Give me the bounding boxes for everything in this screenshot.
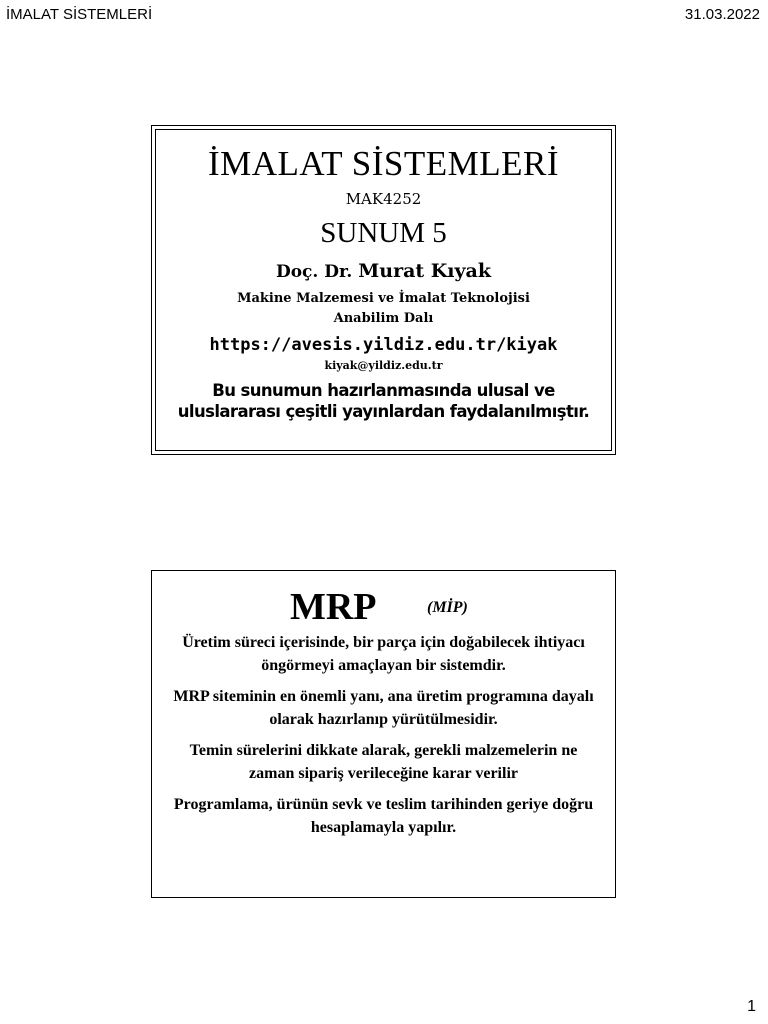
course-code: MAK4252 <box>345 190 422 208</box>
page-header-title: İMALAT SİSTEMLERİ <box>6 6 153 23</box>
department-line-2: Anabilim Dalı <box>333 311 434 326</box>
slide-1 <box>151 125 616 455</box>
department-line-1: Makine Malzemesi ve İmalat Teknolojisi <box>237 291 530 306</box>
paragraph-3: Temin sürelerini dikkate alarak, gerekli malzemelerin ne zaman sipariş verileceğine karar verilir <box>189 742 578 782</box>
page-number: 1 <box>747 998 756 1015</box>
author-url: https://avesis.yildiz.edu.tr/kiyak <box>209 335 558 355</box>
paragraph-4: Programlama, ürünün sevk ve teslim tarihinden geriye doğru hesaplamayla yapılır. <box>173 796 594 836</box>
department <box>156 289 611 329</box>
source-note <box>156 380 611 422</box>
slide-2 <box>151 570 616 898</box>
page-header-date: 31.03.2022 <box>684 6 760 23</box>
slide-1-frame <box>155 129 612 451</box>
author <box>156 260 611 282</box>
source-note-line-2: uluslararası çeşitli yayınlardan faydalanılmıştır. <box>177 402 590 421</box>
paragraph-1: Üretim süreci içerisinde, bir parça için doğabilecek ihtiyacı öngörmeyi amaçlayan bir sistemdir. <box>182 634 585 674</box>
author-name: Murat Kıyak <box>358 260 492 282</box>
slide-1-title: İMALAT SİSTEMLERİ <box>207 144 560 183</box>
slide-2-title: MRP <box>290 586 377 628</box>
sunum-label: SUNUM 5 <box>320 217 447 249</box>
author-prefix: Doç. Dr. <box>275 262 359 282</box>
slide-2-title-row <box>152 585 615 631</box>
author-email: kiyak@yildiz.edu.tr <box>324 359 443 372</box>
slide-2-subtitle: (MİP) <box>427 599 468 616</box>
source-note-line-1: Bu sunumun hazırlanmasında ulusal ve <box>212 381 555 400</box>
paragraph-2: MRP siteminin en önemli yanı, ana üretim programına dayalı olarak hazırlanıp yürütülmesidir. <box>173 688 594 728</box>
